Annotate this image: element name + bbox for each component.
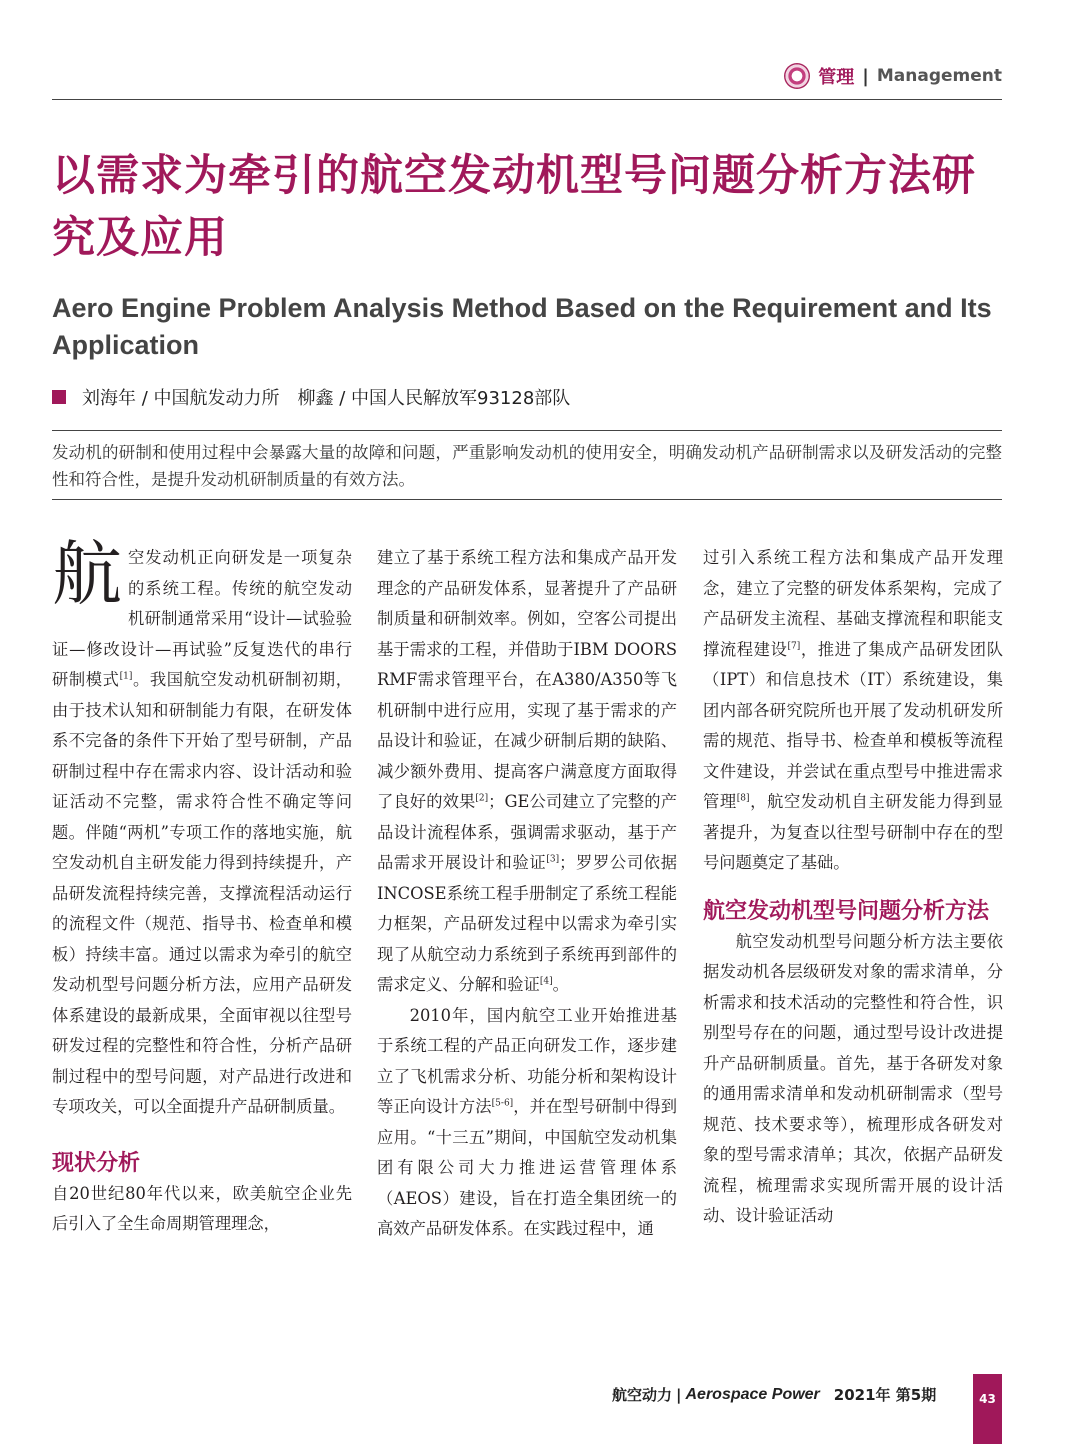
body-paragraph (377, 543, 677, 1001)
body-column-1 (52, 533, 352, 1240)
section-name-en: Management (876, 66, 1002, 86)
drop-cap: 航 (52, 533, 122, 615)
body-paragraph (52, 533, 352, 1123)
citation: [1] (119, 671, 133, 682)
section-heading: 现状分析 (52, 1150, 141, 1176)
abstract: 发动机的研制和使用过程中会暴露大量的故障和问题，严重影响发动机的使用安全，明确发动机产品研制需求以及研发活动的完整性和符合性，是提升发动机研制质量的有效方法。 (52, 430, 1002, 500)
paragraph-text: ；GE公司建立了完整的产品设计流程体系，强调需求驱动，基于产品需求开展设计和验证 (377, 792, 677, 872)
citation: [5-6] (491, 1098, 514, 1109)
issue-number: 2021年 第5期 (833, 1386, 937, 1404)
authors-text: 刘海年 / 中国航发动力所 柳鑫 / 中国人民解放军93128部队 (82, 388, 571, 409)
section-heading: 航空发动机型号问题分析方法 (703, 898, 990, 924)
journal-name-zh: 航空动力 (612, 1386, 673, 1404)
paragraph-text: ，并在型号研制中得到应用。“十三五”期间，中国航空发动机集团有限公司大力推进运营管理体系（AEOS）建设，旨在打造全集团统一的高效产品研发体系。在实践过程中，通 (377, 1097, 677, 1238)
body-paragraph (703, 543, 1003, 879)
section-label (784, 63, 1002, 89)
journal-logo-icon (784, 63, 810, 89)
body-paragraph: 航空发动机型号问题分析方法主要依据发动机各层级研发对象的需求清单，分析需求和技术活动的完整性和符合性，识别型号存在的问题，通过型号设计改进提升产品研制质量。首先，基于各研发对象的通用需求清单和发动机研制需求（型号规范、技术要求等），梳理形成各研发对象的型号需求清单；其次，依据产品研发流程，梳理需求实现所需开展的设计活动、设计验证活动 (703, 931, 1003, 1225)
citation: [8] (736, 793, 750, 804)
footer-separator: | (676, 1385, 682, 1404)
paragraph-text: ；罗罗公司依据INCOSE系统工程手册制定了系统工程能力框架，产品研发过程中以需求为牵引实现了从航空动力系统到子系统再到部件的需求定义、分解和验证 (377, 853, 677, 994)
body-column-3 (703, 543, 1003, 1232)
paragraph-text: 建立了基于系统工程方法和集成产品开发理念的产品研发体系，显著提升了产品研制质量和研制效率。例如，空客公司提出基于需求的工程，并借助于IBM DOORS RMF需求管理平台，在A380/A350等飞机研制中进行应用，实现了基于需求的产品设计和验证，在减少研制后期的缺陷、减少额外费用、提高客户满意度方面取得了良好的效果 (377, 548, 677, 811)
citation: [2] (475, 793, 489, 804)
paragraph-text: 过引入系统工程方法和集成产品开发理念，建立了完整的研发体系架构，完成了产品研发主流程、基础支撑流程和职能支撑流程建设 (703, 548, 1003, 659)
article-title-zh: 以需求为牵引的航空发动机型号问题分析方法研究及应用 (52, 151, 976, 263)
running-header (52, 60, 1002, 100)
section-separator: | (862, 65, 869, 87)
citation: [3] (546, 854, 560, 865)
article-title-en: Aero Engine Problem Analysis Method Based on the Requirement and Its Application (52, 293, 992, 360)
body-column-2 (377, 543, 677, 1245)
body-paragraph (377, 1001, 677, 1245)
paragraph-text: 2010年，国内航空工业开始推进基于系统工程的产品正向研发工作，逐步建立了飞机需求分析、功能分析和架构设计等正向设计方法 (377, 1005, 677, 1116)
section-name-zh: 管理 (818, 67, 855, 88)
body-paragraph: 自20世纪80年代以来，欧美航空企业先后引入了全生命周期管理理念， (52, 1183, 352, 1233)
citation: [7] (787, 641, 801, 652)
citation: [4] (539, 976, 553, 987)
journal-name-en: Aerospace Power (685, 1385, 820, 1403)
author-line (52, 384, 570, 410)
running-footer (612, 1384, 936, 1405)
bullet-square-icon (52, 390, 66, 404)
paragraph-text: ，航空发动机自主研发能力得到显著提升，为复查以往型号研制中存在的型号问题奠定了基础。 (703, 792, 1003, 872)
paragraph-text: 。 (552, 975, 569, 994)
page-number: 43 (973, 1374, 1002, 1444)
paragraph-text: 空发动机正向研发是一项复杂的系统工程。传统的航空发动机研制通常采用“设计—试验验证—修改设计—再试验”反复迭代的串行研制模式 (52, 548, 352, 689)
paragraph-text: 。我国航空发动机研制初期，由于技术认知和研制能力有限，在研发体系不完备的条件下开始了型号研制，产品研制过程中存在需求内容、设计活动和验证活动不完整，需求符合性不确定等问题。伴随“两机”专项工作的落地实施，航空发动机自主研发能力得到持续提升，产品研发流程持续完善，支撑流程活动运行的流程文件（规范、指导书、检查单和模板）持续丰富。通过以需求为牵引的航空发动机型号问题分析方法，应用产品研发体系建设的最新成果，全面审视以往型号研发过程的完整性和符合性，分析产品研制过程中的型号问题，对产品进行改进和专项攻关，可以全面提升产品研制质量。 (52, 670, 352, 1116)
paragraph-text: ，推进了集成产品研发团队（IPT）和信息技术（IT）系统建设，集团内部各研究院所也开展了发动机研发所需的规范、指导书、检查单和模板等流程文件建设，并尝试在重点型号中推进需求管理 (703, 639, 1003, 811)
